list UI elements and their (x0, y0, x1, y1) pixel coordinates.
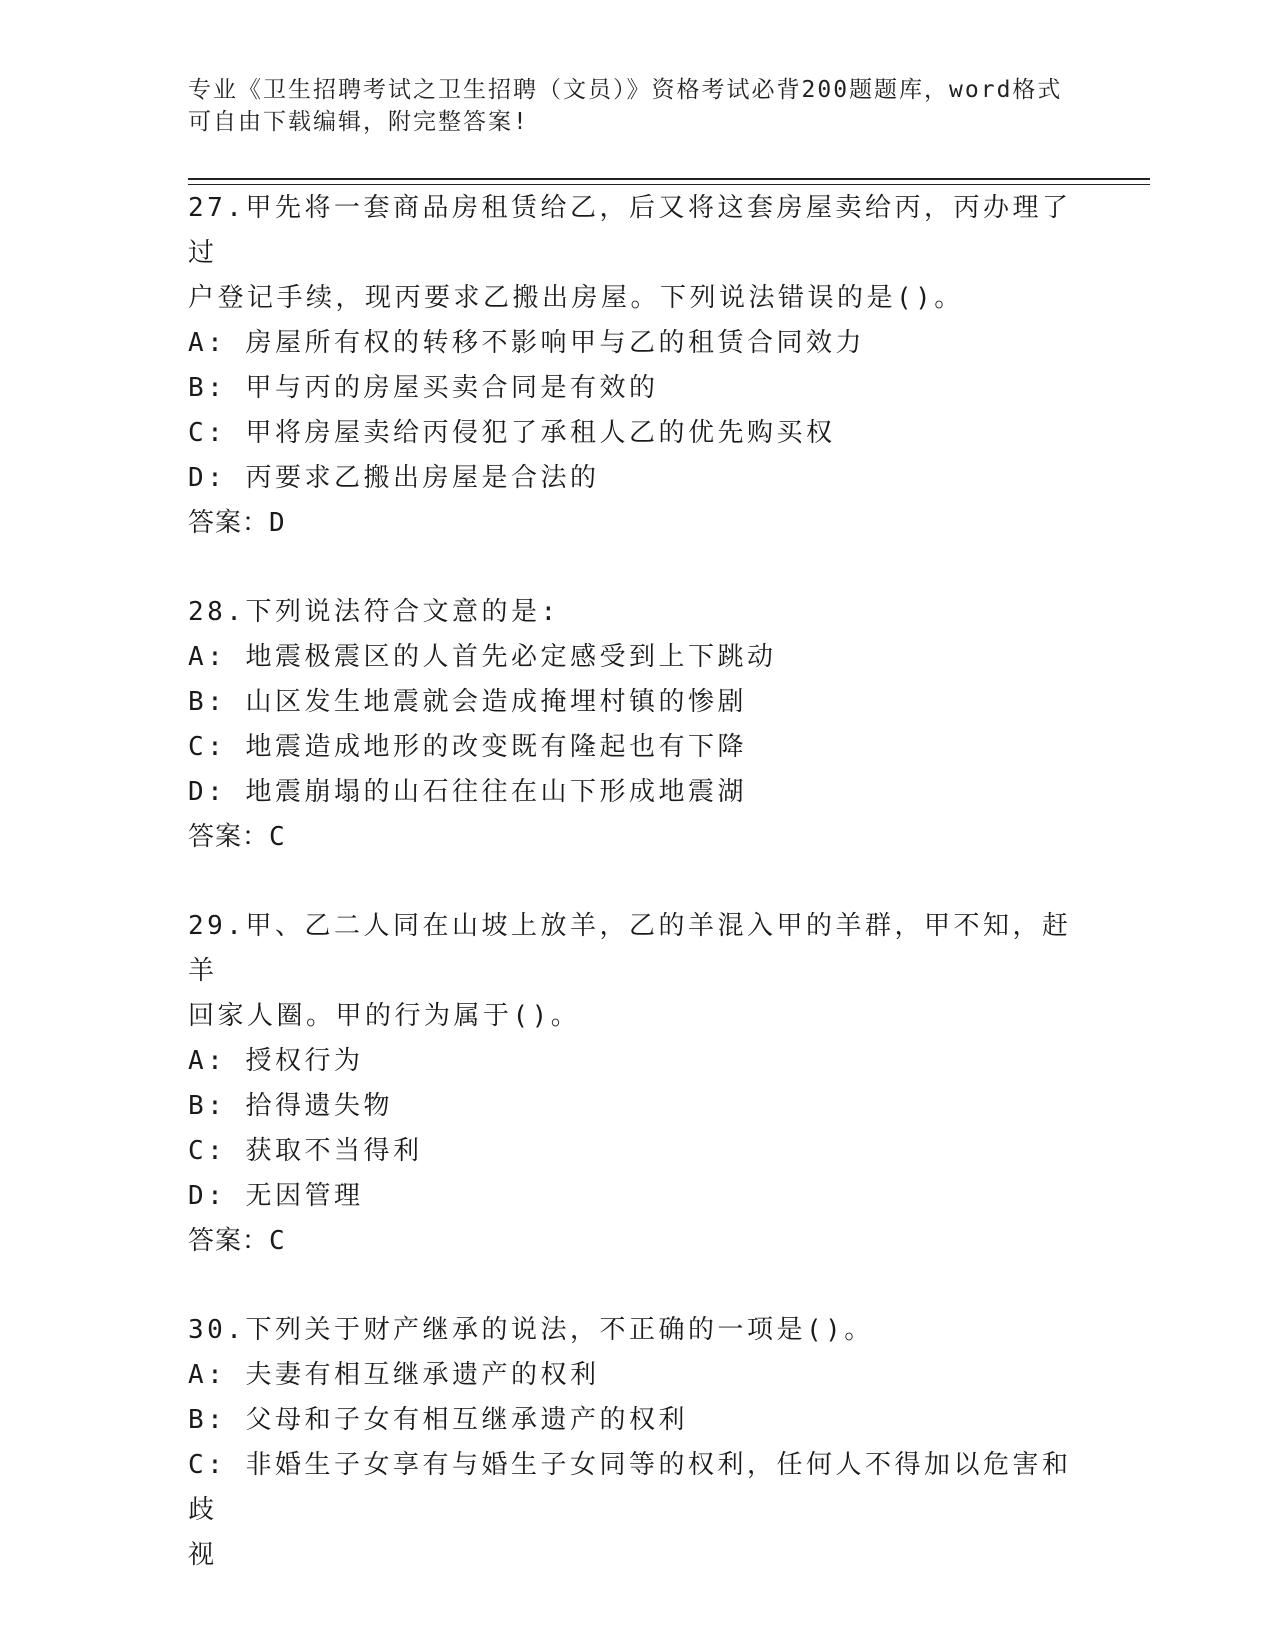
option-c-continued: 视 (188, 1540, 218, 1570)
question-stem-line-1: 27.甲先将一套商品房租赁给乙，后又将这套房屋卖给丙，丙办理了过 (188, 193, 1072, 268)
answer-label: 答案： (188, 508, 270, 538)
option-a: A: 授权行为 (188, 1046, 364, 1076)
question-stem-line-2: 回家人圈。甲的行为属于()。 (188, 1001, 581, 1031)
answer-line (188, 501, 1088, 546)
answer-line (188, 1219, 1088, 1264)
answer-value: D (269, 508, 286, 538)
header-line-1: 专业《卫生招聘考试之卫生招聘（文员）》资格考试必背200题题库，word格式 (188, 77, 1063, 103)
question-stem-line-1: 30.下列关于财产继承的说法，不正确的一项是()。 (188, 1315, 874, 1345)
option-b: B: 甲与丙的房屋买卖合同是有效的 (188, 373, 659, 403)
question-30 (188, 1308, 1088, 1578)
question-29 (188, 904, 1088, 1264)
answer-value: C (269, 1226, 286, 1256)
question-stem-line-2: 户登记手续，现丙要求乙搬出房屋。下列说法错误的是()。 (188, 283, 964, 313)
option-c: C: 地震造成地形的改变既有隆起也有下降 (188, 732, 747, 762)
question-stem-line-1: 28.下列说法符合文意的是: (188, 597, 560, 627)
option-b: B: 山区发生地震就会造成掩埋村镇的惨剧 (188, 687, 747, 717)
answer-line (188, 815, 1088, 860)
question-stem-line-1: 29.甲、乙二人同在山坡上放羊，乙的羊混入甲的羊群，甲不知，赶羊 (188, 911, 1072, 986)
header-line-2: 可自由下载编辑，附完整答案! (188, 109, 529, 135)
question-list (188, 186, 1088, 1622)
question-27 (188, 186, 1088, 546)
answer-label: 答案： (188, 822, 270, 852)
option-c: C: 非婚生子女享有与婚生子女同等的权利，任何人不得加以危害和歧 (188, 1450, 1072, 1525)
option-d: D: 无因管理 (188, 1181, 364, 1211)
option-b: B: 拾得遗失物 (188, 1091, 393, 1121)
option-a: A: 夫妻有相互继承遗产的权利 (188, 1360, 600, 1390)
option-a: A: 地震极震区的人首先必定感受到上下跳动 (188, 642, 777, 672)
question-28 (188, 590, 1088, 860)
option-a: A: 房屋所有权的转移不影响甲与乙的租赁合同效力 (188, 328, 865, 358)
header-divider-thick (188, 178, 1150, 180)
document-header (188, 74, 1088, 138)
option-c: C: 甲将房屋卖给丙侵犯了承租人乙的优先购买权 (188, 418, 836, 448)
answer-value: C (269, 822, 286, 852)
option-c: C: 获取不当得利 (188, 1136, 423, 1166)
option-b: B: 父母和子女有相互继承遗产的权利 (188, 1405, 688, 1435)
header-divider-thin (188, 184, 1150, 185)
option-d: D: 丙要求乙搬出房屋是合法的 (188, 463, 600, 493)
answer-label: 答案： (188, 1226, 270, 1256)
option-d: D: 地震崩塌的山石往往在山下形成地震湖 (188, 777, 747, 807)
